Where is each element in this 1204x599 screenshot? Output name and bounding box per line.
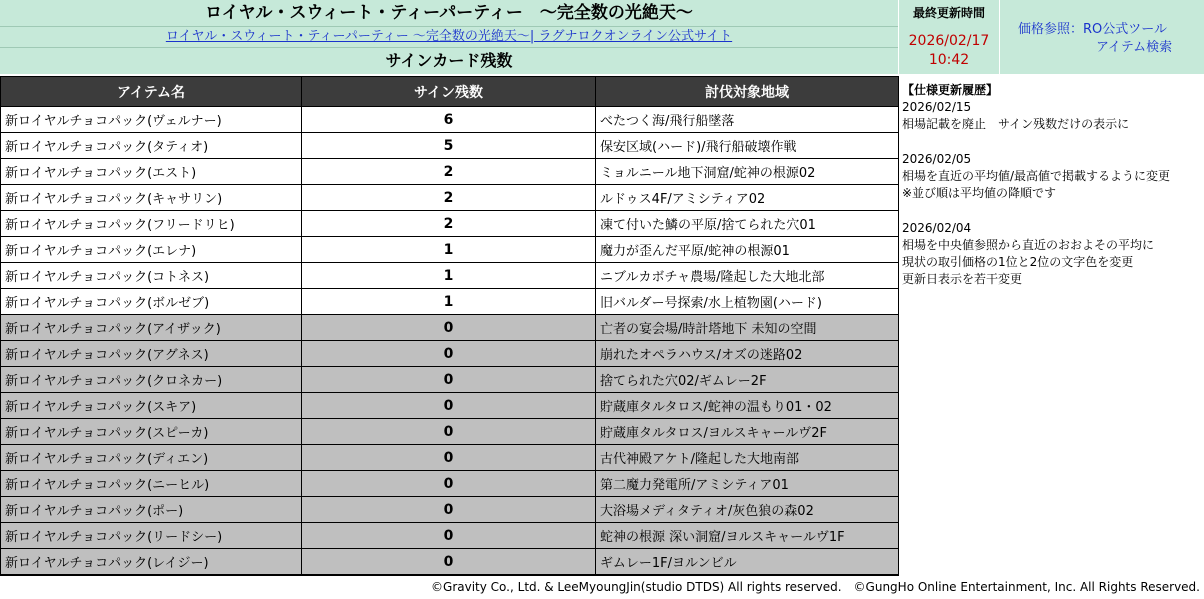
item-name-cell: 新ロイヤルチョコパック(ヴェルナー) [1, 107, 302, 133]
item-name-cell: 新ロイヤルチョコパック(キャサリン) [1, 185, 302, 211]
table-header-row [1, 77, 899, 107]
history-line: 現状の取引価格の1位と2位の文字色を変更 [902, 255, 1134, 269]
target-area-cell: 貯蔵庫タルタロス/ヨルスキャールヴ2F [596, 419, 899, 445]
target-area-cell: 魔力が歪んだ平原/蛇神の根源01 [596, 237, 899, 263]
item-name-cell: 新ロイヤルチョコパック(アグネス) [1, 341, 302, 367]
item-name-cell: 新ロイヤルチョコパック(ニーヒル) [1, 471, 302, 497]
table-row [1, 445, 899, 471]
page-title: ロイヤル・スウィート・ティーパーティー ～完全数の光絶天～ [205, 3, 693, 23]
sign-count-cell: 5 [302, 133, 596, 159]
table-row [1, 393, 899, 419]
target-area-cell: べたつく海/飛行船墜落 [596, 107, 899, 133]
item-name-cell: 新ロイヤルチョコパック(ポー) [1, 497, 302, 523]
target-area-cell: 旧バルダー号探索/水上植物園(ハード) [596, 289, 899, 315]
last-updated-panel [899, 0, 999, 74]
target-area-cell: ルドゥス4F/アミシティア02 [596, 185, 899, 211]
target-area-cell: 保安区域(ハード)/飛行船破壊作戦 [596, 133, 899, 159]
target-area-cell: 古代神殿アケト/隆起した大地南部 [596, 445, 899, 471]
title-banner [0, 0, 898, 74]
history-line: ※並び順は平均値の降順です [902, 186, 1057, 200]
history-line: 更新日表示を若干変更 [902, 272, 1023, 286]
target-area-cell: 大浴場メディタティオ/灰色狼の森02 [596, 497, 899, 523]
price-reference-link[interactable]: 価格参照：RO公式ツール [1018, 22, 1168, 37]
official-site-link[interactable]: ロイヤル・スウィート・ティーパーティー ～完全数の光絶天～| ラグナロクオンライン公式サイト [165, 29, 733, 44]
target-area-cell: 捨てられた穴02/ギムレー2F [596, 367, 899, 393]
section-title: サインカード残数 [385, 51, 513, 70]
history-spacer [902, 202, 1202, 220]
sign-count-cell: 2 [302, 211, 596, 237]
sign-count-cell: 0 [302, 367, 596, 393]
item-name-cell: 新ロイヤルチョコパック(ディエン) [1, 445, 302, 471]
item-name-cell: 新ロイヤルチョコパック(アイザック) [1, 315, 302, 341]
sign-count-cell: 0 [302, 393, 596, 419]
target-area-cell: ニブルカボチャ農場/隆起した大地北部 [596, 263, 899, 289]
target-area-cell: 第二魔力発電所/アミシティア01 [596, 471, 899, 497]
item-name-cell: 新ロイヤルチョコパック(フリードリヒ) [1, 211, 302, 237]
item-name-cell: 新ロイヤルチョコパック(コトネス) [1, 263, 302, 289]
sign-count-cell: 2 [302, 185, 596, 211]
history-date: 2026/02/04 [902, 221, 972, 235]
sign-count-cell: 1 [302, 263, 596, 289]
item-name-cell: 新ロイヤルチョコパック(スキア) [1, 393, 302, 419]
table-row [1, 523, 899, 549]
table-row [1, 185, 899, 211]
history-date: 2026/02/05 [902, 152, 972, 166]
table-row [1, 419, 899, 445]
item-name-cell: 新ロイヤルチョコパック(リードシー) [1, 523, 302, 549]
table-row [1, 341, 899, 367]
sign-count-cell: 0 [302, 445, 596, 471]
spec-update-history [902, 82, 1202, 288]
sign-count-cell: 0 [302, 497, 596, 523]
last-updated-date: 2026/02/17 [908, 33, 990, 49]
price-reference-panel [1000, 0, 1204, 74]
copyright-footer: ©Gravity Co., Ltd. & LeeMyoungJin(studio DTDS) All rights reserved. ©GungHo Online Entertainment, Inc. All Rights Reserved. [431, 580, 1200, 594]
last-updated-time: 10:42 [928, 52, 970, 68]
history-spacer [902, 133, 1202, 151]
target-area-cell: 蛇神の根源 深い洞窟/ヨルスキャールヴ1F [596, 523, 899, 549]
column-header-target-area: 討伐対象地域 [596, 77, 899, 107]
sign-count-cell: 0 [302, 315, 596, 341]
history-line: 相場記載を廃止 サイン残数だけの表示に [902, 117, 1130, 131]
history-date: 2026/02/15 [902, 100, 972, 114]
item-search-link[interactable]: アイテム検索 [1096, 40, 1173, 55]
target-area-cell: ギムレー1F/ヨルンビル [596, 549, 899, 576]
target-area-cell: ミョルニール地下洞窟/蛇神の根源02 [596, 159, 899, 185]
item-name-cell: 新ロイヤルチョコパック(エレナ) [1, 237, 302, 263]
column-header-sign-count: サイン残数 [302, 77, 596, 107]
item-name-cell: 新ロイヤルチョコパック(レイジー) [1, 549, 302, 576]
table-row [1, 133, 899, 159]
item-name-cell: 新ロイヤルチョコパック(タティオ) [1, 133, 302, 159]
item-name-cell: 新ロイヤルチョコパック(クロネカー) [1, 367, 302, 393]
history-title: 【仕様更新履歴】 [902, 83, 999, 97]
sign-count-cell: 2 [302, 159, 596, 185]
sign-count-cell: 1 [302, 237, 596, 263]
table-row [1, 107, 899, 133]
last-updated-label: 最終更新時間 [912, 6, 985, 20]
sign-count-cell: 6 [302, 107, 596, 133]
sign-count-cell: 0 [302, 341, 596, 367]
target-area-cell: 亡者の宴会場/時計塔地下 未知の空間 [596, 315, 899, 341]
sign-count-cell: 0 [302, 471, 596, 497]
sign-card-table [0, 76, 899, 576]
target-area-cell: 凍て付いた鱗の平原/捨てられた穴01 [596, 211, 899, 237]
sign-count-cell: 1 [302, 289, 596, 315]
item-name-cell: 新ロイヤルチョコパック(エスト) [1, 159, 302, 185]
column-header-item-name: アイテム名 [1, 77, 302, 107]
table-row [1, 211, 899, 237]
target-area-cell: 貯蔵庫タルタロス/蛇神の温もり01・02 [596, 393, 899, 419]
item-name-cell: 新ロイヤルチョコパック(ボルゼブ) [1, 289, 302, 315]
sign-count-cell: 0 [302, 419, 596, 445]
table-row [1, 471, 899, 497]
table-row [1, 497, 899, 523]
table-row [1, 159, 899, 185]
table-row [1, 549, 899, 576]
sign-count-cell: 0 [302, 523, 596, 549]
table-row [1, 237, 899, 263]
history-line: 相場を中央値参照から直近のおおよその平均に [902, 238, 1155, 252]
table-row [1, 289, 899, 315]
history-line: 相場を直近の平均値/最高値で掲載するように変更 [902, 169, 1171, 183]
sign-count-cell: 0 [302, 549, 596, 576]
table-row [1, 367, 899, 393]
table-row [1, 263, 899, 289]
item-name-cell: 新ロイヤルチョコパック(スピーカ) [1, 419, 302, 445]
table-row [1, 315, 899, 341]
target-area-cell: 崩れたオペラハウス/オズの迷路02 [596, 341, 899, 367]
